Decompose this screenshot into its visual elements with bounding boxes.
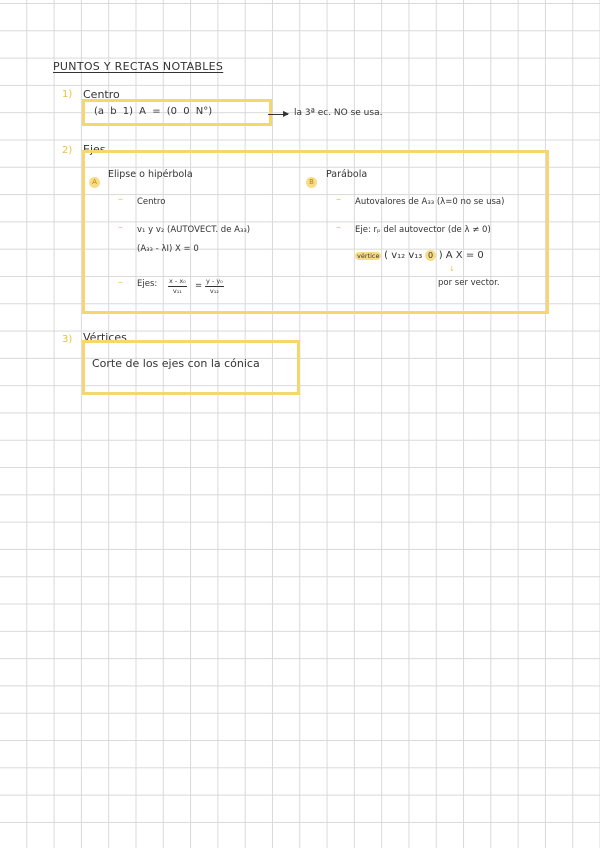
vertex-highlight: vértice xyxy=(357,252,380,260)
section-3-number: 3) xyxy=(62,334,73,345)
center-formula: (a b 1) A = (0 0 N°) xyxy=(94,106,213,117)
dash-icon: – xyxy=(118,222,123,233)
section-2-heading: Ejes xyxy=(83,143,106,156)
parabola-item-axis: Eje: rₚ del autovector (de λ ≠ 0) xyxy=(355,225,491,235)
section-2-number: 2) xyxy=(62,145,73,156)
section-3-heading: Vértices xyxy=(83,331,127,344)
section-1-heading: Centro xyxy=(83,88,120,101)
ellipse-item-center: Centro xyxy=(137,197,166,207)
dash-icon: – xyxy=(118,277,123,288)
section-1-number: 1) xyxy=(62,89,73,100)
parabola-item-eigenvalues: Autovalores de A₃₃ (λ=0 no se usa) xyxy=(355,197,505,207)
axes-equals: = xyxy=(195,281,203,291)
arrow-head-icon: ▶ xyxy=(283,109,290,118)
ellipse-item-axes-label: Ejes: xyxy=(137,279,158,289)
badge-a-icon: A xyxy=(89,169,100,188)
parabola-heading: Parábola xyxy=(326,169,368,180)
dash-icon: – xyxy=(336,194,341,205)
vertices-text: Corte de los ejes con la cónica xyxy=(92,357,260,370)
ellipse-item-equation: (A₃₃ - λI) X = 0 xyxy=(137,244,199,254)
axes-fraction-2: $\frac{\text{y - y₀}}{\text{v₁₂}}$ xyxy=(206,277,223,295)
badge-b-icon: B xyxy=(306,169,317,188)
dash-icon: – xyxy=(118,194,123,205)
page-title: PUNTOS Y RECTAS NOTABLES xyxy=(53,60,224,73)
vertex-note: por ser vector. xyxy=(438,278,500,288)
vertex-rest: ) A X = 0 xyxy=(438,250,484,261)
dash-icon: – xyxy=(336,222,341,233)
vertex-zero: 0 xyxy=(425,250,436,261)
down-arrow-icon: ↓ xyxy=(449,265,455,273)
center-note: la 3ª ec. NO se usa. xyxy=(294,108,383,118)
ellipse-item-autovect: v₁ y v₂ (AUTOVECT. de A₃₃) xyxy=(137,225,251,235)
axes-fraction-1: $\frac{\text{x - x₀}}{\text{v₁₁}}$ xyxy=(169,277,186,295)
parabola-item-vertex xyxy=(355,250,484,261)
vertex-vector: ( v₁₂ v₁₃ xyxy=(384,250,423,261)
ellipse-heading: Elipse o hipérbola xyxy=(108,169,193,180)
